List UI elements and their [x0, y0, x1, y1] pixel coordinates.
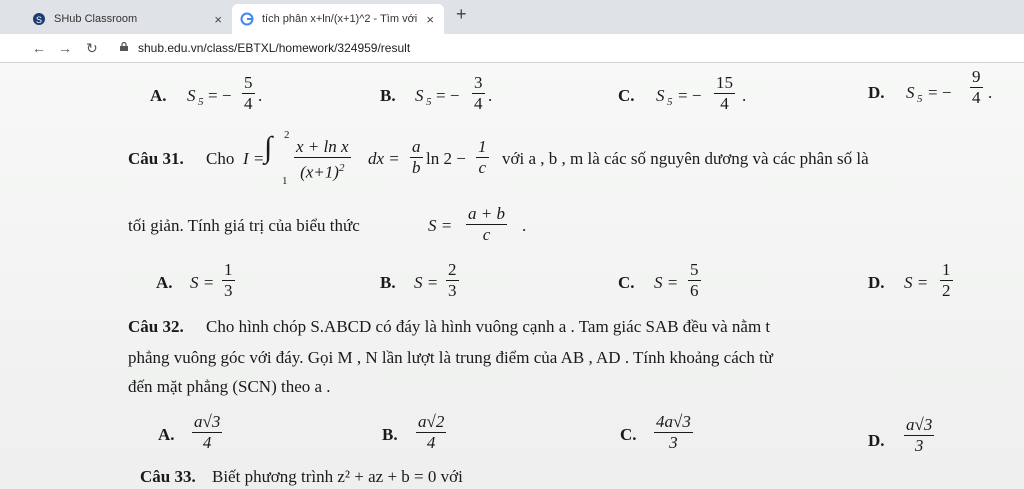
option-fraction: $\frac{a√2}{4}$	[418, 412, 445, 452]
option-fraction: $\frac{9}{4}$	[972, 67, 981, 107]
option-label: C.	[618, 273, 635, 292]
option-end: .	[258, 86, 263, 105]
question-label: Câu 33.	[140, 467, 196, 486]
tab-title: SHub Classroom	[54, 13, 138, 25]
option-fraction: $\frac{1}{3}$	[224, 260, 233, 300]
document-page	[0, 63, 1024, 489]
option-lhs: S =	[414, 273, 439, 292]
expr-fraction: $\frac{a + b}{c}$	[468, 204, 505, 244]
period: .	[522, 216, 527, 235]
option-sub: 5	[426, 96, 432, 108]
option-label: C.	[620, 425, 637, 444]
option-lhs: S	[656, 86, 665, 105]
option-sub: 5	[667, 96, 673, 108]
option-lhs: S	[415, 86, 424, 105]
option-label: A.	[150, 86, 167, 105]
tab-shub-classroom[interactable]	[0, 4, 232, 34]
option-label: D.	[868, 431, 885, 450]
option-label: B.	[380, 86, 396, 105]
new-tab-button[interactable]: +	[456, 4, 467, 24]
integral-lhs: I =	[243, 149, 265, 168]
option-fraction: $\frac{a√3}{4}$	[194, 412, 221, 452]
q31-line2: tối giản. Tính giá trị của biểu thức	[128, 216, 360, 235]
google-icon	[240, 12, 254, 26]
option-eq: = −	[678, 86, 702, 105]
option-label: A.	[156, 273, 173, 292]
option-end: .	[488, 86, 493, 105]
option-label: D.	[868, 273, 885, 292]
q31-text: với a , b , m là các số nguyên dương và các phân số là	[502, 149, 869, 168]
option-end: .	[988, 83, 993, 102]
option-lhs: S	[906, 83, 915, 102]
option-eq: = −	[928, 83, 952, 102]
option-fraction: $\frac{5}{6}$	[690, 260, 699, 300]
tab-bar	[0, 0, 1024, 34]
option-lhs: S =	[190, 273, 215, 292]
option-end: .	[742, 86, 747, 105]
option-lhs: S	[187, 86, 196, 105]
option-eq: = −	[208, 86, 232, 105]
option-fraction: $\frac{15}{4}$	[716, 73, 733, 113]
url-text[interactable]: shub.edu.vn/class/EBTXL/homework/324959/result	[138, 41, 411, 55]
option-label: A.	[158, 425, 175, 444]
dx: dx =	[368, 149, 400, 168]
lock-icon	[120, 42, 128, 51]
option-lhs: S =	[654, 273, 679, 292]
tab-close-icon[interactable]: ×	[426, 11, 434, 27]
back-arrow-icon[interactable]: ←	[32, 40, 46, 56]
option-fraction: $\frac{1}{2}$	[942, 260, 951, 300]
tab-close-icon[interactable]: ×	[214, 11, 222, 27]
option-fraction: $\frac{3}{4}$	[474, 73, 483, 113]
ln2: ln 2 −	[426, 149, 466, 168]
option-label: D.	[868, 83, 885, 102]
option-sub: 5	[198, 96, 204, 108]
integral-lower: 1	[282, 175, 288, 187]
address-bar	[0, 34, 1024, 63]
shub-logo-icon	[32, 12, 46, 26]
fraction-a-b: $\frac{a}{b}$	[412, 137, 421, 177]
q31-cho: Cho	[206, 149, 235, 168]
option-fraction: $\frac{5}{4}$	[244, 73, 253, 113]
q33-text: Biết phương trình z² + az + b = 0 với	[212, 467, 463, 486]
svg-text:S: S	[36, 15, 43, 25]
question-label: Câu 31.	[128, 149, 184, 168]
option-fraction: $\frac{a√3}{3}$	[906, 415, 933, 455]
tab-title: tích phân x+ln/(x+1)^2 - Tìm với	[262, 13, 418, 25]
option-lhs: S =	[904, 273, 929, 292]
fraction-1-c: $\frac{1}{c}$	[478, 137, 487, 177]
option-eq: = −	[436, 86, 460, 105]
q32-line1: Cho hình chóp S.ABCD có đáy là hình vuông cạnh a . Tam giác SAB đều và nằm t	[206, 317, 771, 336]
q32-line2: phẳng vuông góc với đáy. Gọi M , N lần lượt là trung điểm của AB , AD . Tính khoảng cách từ	[128, 348, 774, 367]
reload-icon[interactable]: ↻	[86, 40, 98, 56]
q32-line3: đến mặt phẳng (SCN) theo a .	[128, 377, 331, 396]
tab-search[interactable]	[232, 4, 444, 34]
question-label: Câu 32.	[128, 317, 184, 336]
option-label: B.	[382, 425, 398, 444]
option-fraction: $\frac{4a√3}{3}$	[656, 412, 691, 452]
integral-upper: 2	[284, 129, 290, 141]
option-label: C.	[618, 86, 635, 105]
option-sub: 5	[917, 93, 923, 105]
integrand-fraction: $\frac{\text{x + ln x}}{(x+1)^2}$	[296, 137, 349, 182]
expr-lhs: S =	[428, 216, 453, 235]
option-fraction: $\frac{2}{3}$	[448, 260, 457, 300]
option-label: B.	[380, 273, 396, 292]
forward-arrow-icon[interactable]: →	[58, 40, 72, 56]
integral-sign: ∫	[264, 131, 273, 164]
